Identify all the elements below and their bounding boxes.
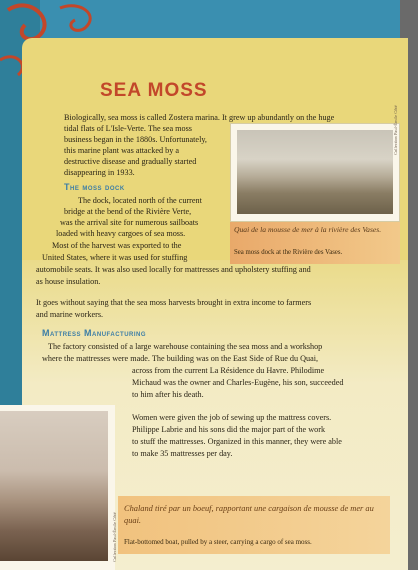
photo-moss-dock-image — [237, 130, 393, 214]
dock-heading: The moss dock — [64, 182, 125, 192]
women-line-3: to make 35 mattresses per day. — [132, 449, 233, 458]
intro-line-4: destructive disease and gradually started — [64, 157, 197, 166]
photo1-caption-fr: Quai de la mousse de mer à la rivière des Vases. — [234, 225, 382, 234]
dock-line-5: United States, where it was used for stuffing — [42, 253, 188, 262]
intro-line-0: Biologically, sea moss is called Zostera marina. It grew up abundantly on the huge — [64, 113, 335, 122]
mattress-line-2: across from the current La Résidence du Havre. Philodime — [132, 366, 325, 375]
photo-flat-boat-image — [0, 411, 108, 561]
photo2-caption — [118, 496, 390, 554]
dock-line-1: bridge at the bend of the Rivière Verte, — [64, 207, 192, 216]
mattress-line-3: Michaud was the owner and Charles-Eugène, his son, succeeded — [132, 378, 344, 387]
intro-line-1: tidal flats of L'Isle-Verte. The sea moss — [64, 124, 192, 133]
photo-flat-boat — [0, 405, 115, 570]
mattress-line-0: The factory consisted of a large warehouse containing the sea moss and a workshop — [48, 342, 323, 351]
dock-line-4: Most of the harvest was exported to the — [52, 241, 182, 250]
photo2-caption-fr: Chaland tiré par un boeuf, rapportant une cargaison de mousse de mer au quai. — [124, 504, 374, 525]
photo2-caption-en: Flat-bottomed boat, pulled by a steer, carrying a cargo of sea moss. — [124, 538, 312, 546]
photo2-credit: Collection Paul-Émile Côté — [112, 512, 117, 562]
photo1-credit: Collection Paul-Émile Côté — [393, 105, 398, 155]
dock-line-2: was the arrival site for numerous sailboats — [60, 218, 199, 227]
photo-moss-dock — [230, 123, 400, 222]
income-line-1: and marine workers. — [36, 310, 104, 319]
intro-line-3: this marine plant was attacked by a — [64, 146, 180, 155]
photo1-caption-en: Sea moss dock at the Rivière des Vases. — [234, 249, 343, 256]
intro-line-5: disappearing in 1933. — [64, 168, 135, 177]
page-title: SEA MOSS — [100, 80, 208, 101]
intro-line-2: business began in the 1880s. Unfortunately, — [64, 135, 207, 144]
mattress-line-1: where the mattresses were made. The building was on the East Side of Rue du Quai, — [42, 354, 319, 363]
photo1-caption — [230, 222, 400, 264]
women-line-1: Philippe Labrie and his sons did the major part of the work — [132, 425, 326, 434]
dock-line-0: The dock, located north of the current — [78, 196, 202, 205]
mattress-line-4: to him after his death. — [132, 390, 204, 399]
dock-line-3: loaded with heavy cargoes of sea moss. — [56, 229, 186, 238]
women-line-2: to stuff the mattresses. Organized in this manner, they were able — [132, 437, 342, 446]
dock-line-7: as house insulation. — [36, 277, 101, 286]
dock-line-6: automobile seats. It was also used locally for mattresses and upholstery stuffing and — [36, 265, 311, 274]
women-line-0: Women were given the job of sewing up the mattress covers. — [132, 413, 332, 422]
income-line-0: It goes without saying that the sea moss harvests brought in extra income to farmers — [36, 298, 312, 307]
mattress-heading: Mattress Manufacturing — [42, 328, 147, 338]
